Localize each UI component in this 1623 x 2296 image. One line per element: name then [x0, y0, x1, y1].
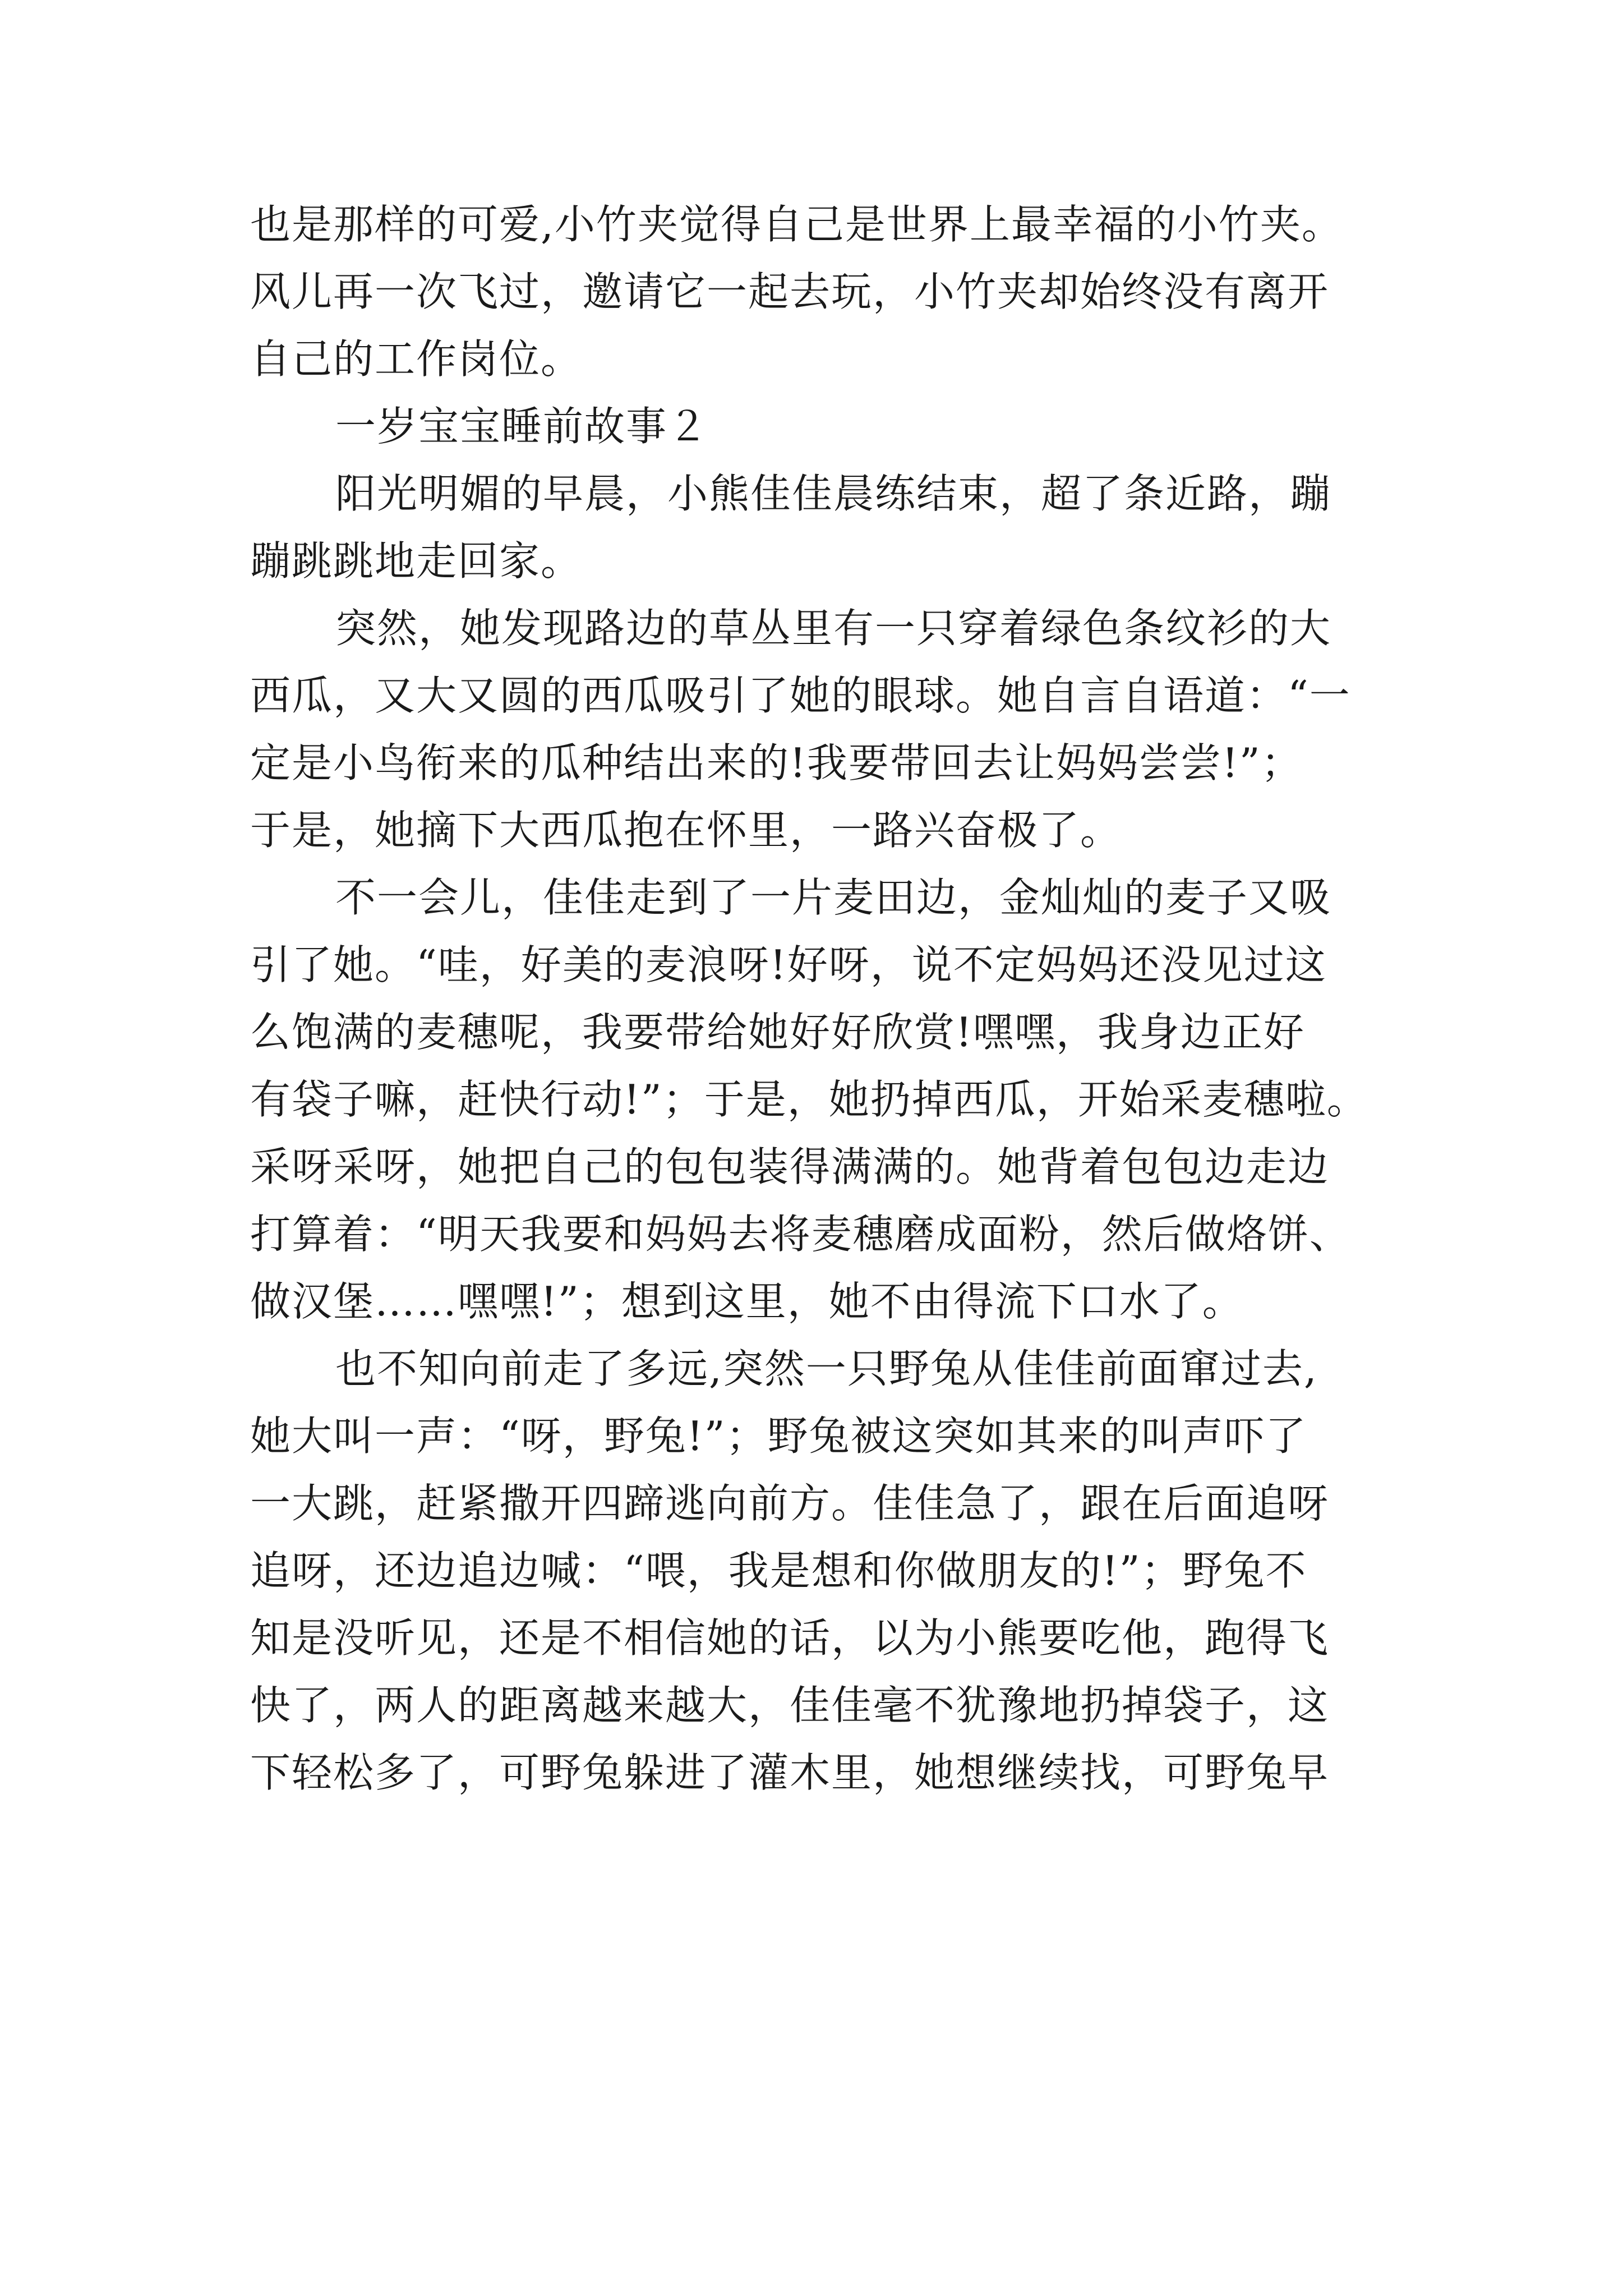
text-line: 有袋子嘛，赶快行动!”；于是，她扔掉西瓜，开始采麦穗啦。	[250, 1076, 1368, 1123]
text-line: 下轻松多了，可野兔躲进了灌木里，她想继续找，可野兔早	[250, 1749, 1330, 1796]
text-line: 阳光明媚的早晨，小熊佳佳晨练结束，超了条近路，蹦	[335, 470, 1332, 517]
text-line: 打算着：“明天我要和妈妈去将麦穗磨成面粉，然后做烙饼、	[250, 1211, 1351, 1258]
text-line: 也是那样的可爱,小竹夹觉得自己是世界上最幸福的小竹夹。	[250, 201, 1343, 248]
text-line: 一大跳，赶紧撒开四蹄逃向前方。佳佳急了，跟在后面追呀	[250, 1480, 1330, 1527]
text-line: 引了她。“哇，好美的麦浪呀!好呀，说不定妈妈还没见过这	[250, 941, 1327, 988]
text-line: 么饱满的麦穗呢，我要带给她好好欣赏!嘿嘿，我身边正好	[250, 1009, 1305, 1056]
text-line: 做汉堡……嘿嘿!”；想到这里，她不由得流下口水了。	[250, 1278, 1244, 1325]
text-line: 也不知向前走了多远,突然一只野兔从佳佳前面窜过去,	[335, 1345, 1318, 1392]
text-line: 自己的工作岗位。	[250, 335, 583, 383]
text-line: 采呀采呀，她把自己的包包装得满满的。她背着包包边走边	[250, 1143, 1330, 1190]
text-line: 快了，两人的距离越来越大，佳佳毫不犹豫地扔掉袋子，这	[250, 1682, 1330, 1729]
text-line: 她大叫一声：“呀，野兔!”；野兔被这突如其来的叫声吓了	[250, 1412, 1307, 1460]
text-line: 定是小鸟衔来的瓜种结出来的!我要带回去让妈妈尝尝!”；	[250, 739, 1303, 786]
text-line: 知是没听见，还是不相信她的话，以为小熊要吃他，跑得飞	[250, 1614, 1330, 1662]
text-line: 一岁宝宝睡前故事２	[335, 403, 709, 450]
text-line: 蹦跳跳地走回家。	[250, 537, 583, 585]
text-line: 不一会儿，佳佳走到了一片麦田边，金灿灿的麦子又吸	[335, 874, 1332, 921]
text-line: 突然，她发现路边的草丛里有一只穿着绿色条纹衫的大	[335, 605, 1332, 652]
text-line: 西瓜，又大又圆的西瓜吸引了她的眼球。她自言自语道：“一	[250, 672, 1351, 719]
text-line: 风儿再一次飞过，邀请它一起去玩，小竹夹却始终没有离开	[250, 268, 1330, 315]
text-line: 追呀，还边追边喊：“喂，我是想和你做朋友的!”；野兔不	[250, 1547, 1307, 1594]
story-text	[250, 191, 1445, 1806]
text-line: 于是，她摘下大西瓜抱在怀里，一路兴奋极了。	[250, 807, 1122, 854]
